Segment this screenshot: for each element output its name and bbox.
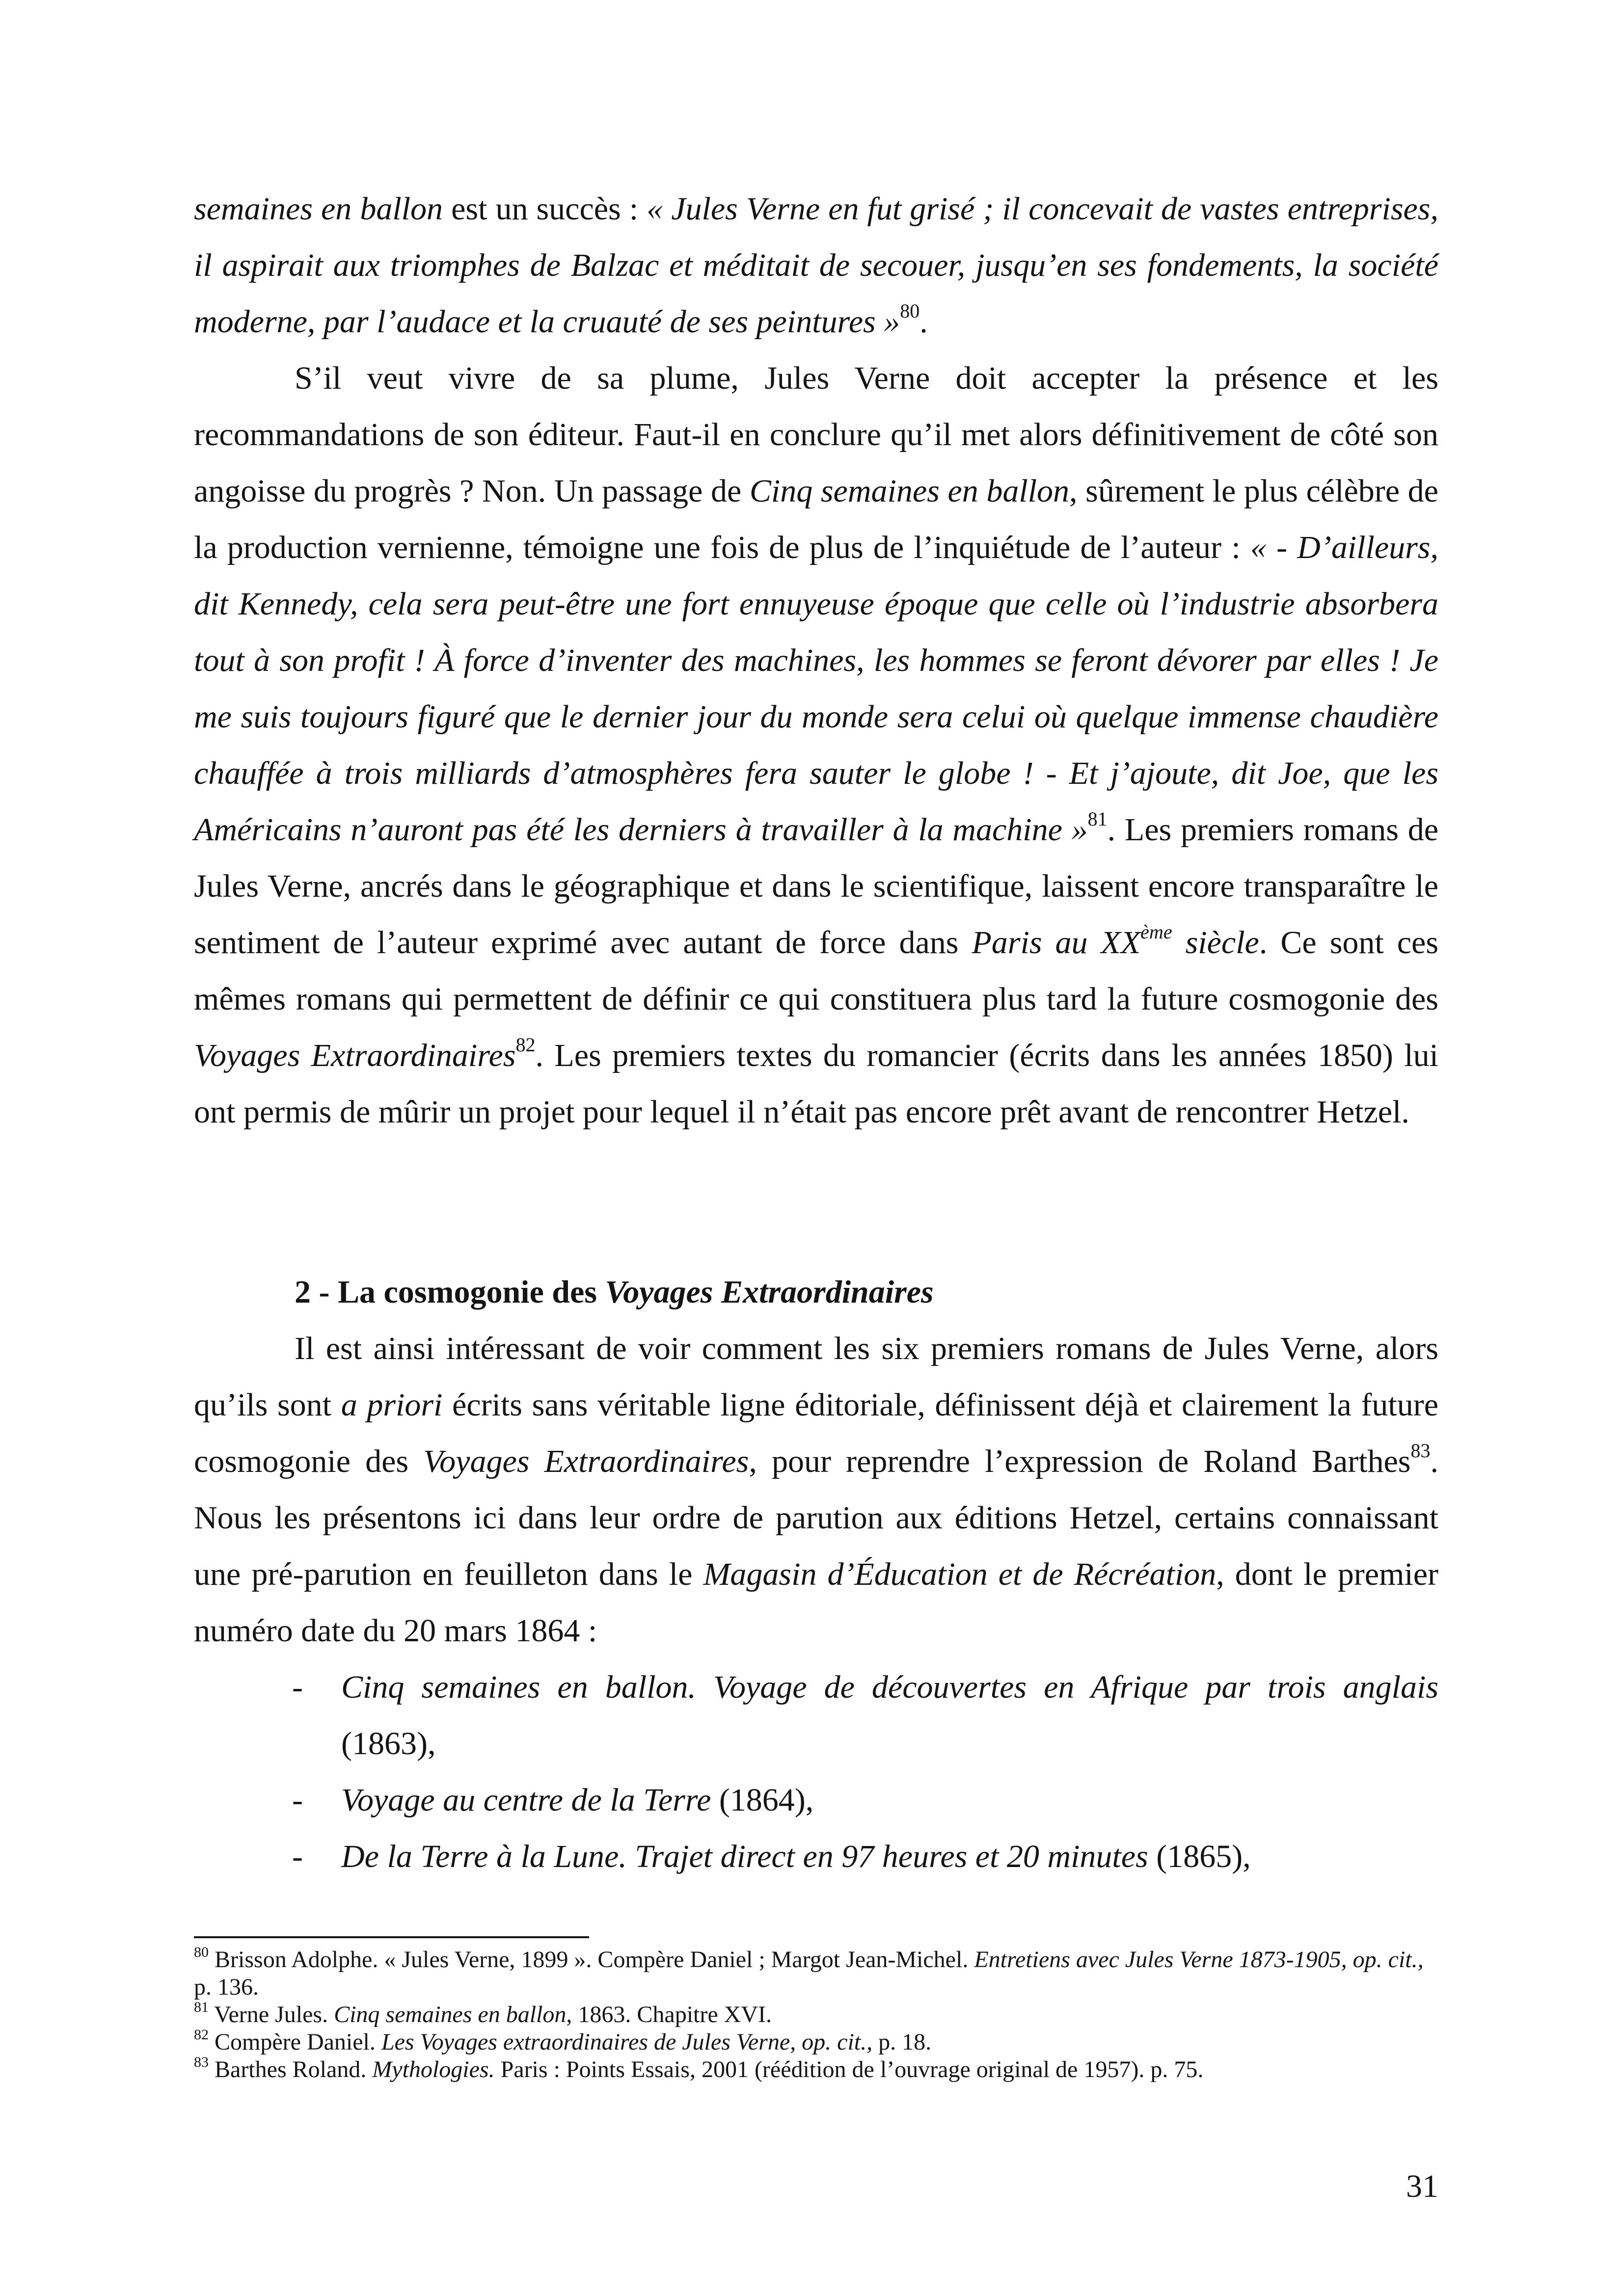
text-run: Paris : Points Essais, 2001 (réédition de l’ouvrage original de 1957). p. 75. <box>494 2056 1204 2082</box>
list-dash: - <box>292 1782 303 1818</box>
text-run: . Les premiers romans de Jules Verne, ancrés dans le géographique et dans le scientifique, laissent encore transparaître le sentiment de l’auteur exprimé avec autant de force dans <box>194 812 1438 961</box>
body-text-top <box>194 181 1438 1140</box>
italic-text: Entretiens avec Jules Verne 1873-1905, op. cit., <box>974 1947 1424 1973</box>
list-item-text <box>341 1839 1251 1874</box>
paragraph-2 <box>194 350 1438 1140</box>
italic-text: Cinq semaines en ballon <box>334 2002 567 2028</box>
text-run: . Ce sont ces mêmes romans qui permettent de définir ce qui constituera plus tard la future cosmogonie des <box>194 925 1438 1017</box>
section-heading <box>194 1264 1438 1320</box>
footnote-ref: 81 <box>194 1999 209 2015</box>
footnote-ref: 83 <box>1410 1440 1431 1462</box>
footnote-ref: 82 <box>194 2027 209 2043</box>
paragraph-3 <box>194 1320 1438 1659</box>
text-run: Compère Daniel. <box>209 2029 381 2055</box>
footnote-ref: ème <box>1140 921 1172 943</box>
footnote-divider <box>194 1936 589 1938</box>
footnote-82 <box>194 2029 1438 2056</box>
italic-text: siècle <box>1172 925 1259 961</box>
italic-text: Paris au XX <box>972 925 1141 961</box>
text-run: . Les premiers textes du romancier (écrits dans les années 1850) lui ont permis de mûrir un projet pour lequel il n’était pas encore prêt avant de rencontrer Hetzel. <box>194 1038 1438 1130</box>
text-run: S’il veut vivre de sa plume, Jules Verne doit accepter la présence et les recommandations de son éditeur. Faut-il en conclure qu’il met alors définitivement de côté son angoisse du progrès ? Non. Un passage de <box>194 360 1438 509</box>
list-item-text <box>341 1669 1438 1762</box>
italic-text: De la Terre à la Lune. Trajet direct en 97 heures et 20 minutes <box>341 1839 1148 1874</box>
text-run: est un succès : <box>443 191 647 227</box>
footnote-81 <box>194 2001 1438 2029</box>
list-item <box>194 1828 1438 1885</box>
italic-text: « Jules Verne en fut grisé ; il concevait de vastes entreprises, il aspirait aux triomphes de Balzac et méditait de secouer, jusqu’en ses fondements, la société moderne, par l’audace et la cruauté de ses peintures » <box>194 191 1438 340</box>
footnote-ref: 80 <box>194 1944 209 1960</box>
footnotes <box>194 1946 1438 2083</box>
text-run: , pour reprendre l’expression de Roland Barthes <box>749 1443 1411 1479</box>
paragraph-1 <box>194 181 1438 350</box>
list-item <box>194 1772 1438 1828</box>
footnote-83 <box>194 2056 1438 2083</box>
text-run: (1864), <box>711 1782 814 1818</box>
text-run: écrits sans véritable ligne éditoriale, définissent déjà et clairement la future cosmogonie des <box>194 1387 1439 1479</box>
footnote-80 <box>194 1946 1438 2001</box>
book-list <box>194 1659 1438 1885</box>
text-run: Verne Jules. <box>209 2002 334 2028</box>
italic-text: « - D’ailleurs, dit Kennedy, cela sera peut-être une fort ennuyeuse époque que celle où l’industrie absorbera tout à son profit ! À force d’inventer des machines, les hommes se feront dévorer par elles ! Je me suis toujours figuré que le dernier jour du monde sera celui où quelque immense chaudière chauffée à trois milliards d’atmosphères fera sauter le globe ! - Et j’ajoute, dit Joe, que les Américains n’auront pas été les derniers à travailler à la machine » <box>194 530 1438 848</box>
text-run: p. 136. <box>194 1974 259 2000</box>
text-run: (1863), <box>341 1726 436 1762</box>
list-dash: - <box>292 1839 303 1874</box>
text-run: , 1863. Chapitre XVI. <box>566 2002 772 2028</box>
italic-text: Les Voyages extraordinaires de Jules Verne, op. cit., <box>381 2029 873 2055</box>
italic-text: Magasin d’Éducation et de Récréation <box>703 1556 1217 1592</box>
text-run: , dont le premier numéro date du 20 mars 1864 : <box>194 1556 1439 1649</box>
section-heading-text: 2 - La cosmogonie des <box>295 1274 605 1310</box>
text-run: Barthes Roland. <box>209 2056 373 2082</box>
text-run: , sûrement le plus célèbre de la production vernienne, témoigne une fois de plus de l’inquiétude de l’auteur : <box>194 473 1438 565</box>
text-run: . Nous les présentons ici dans leur ordre de parution aux éditions Hetzel, certains connaissant une pré-parution en feuilleton dans le <box>194 1443 1438 1592</box>
list-item-text <box>341 1782 813 1818</box>
footnote-ref: 82 <box>515 1034 536 1056</box>
list-item <box>194 1659 1438 1772</box>
list-dash: - <box>292 1669 303 1705</box>
italic-text: Mythologies. <box>372 2056 495 2082</box>
footnote-ref: 81 <box>1087 808 1108 830</box>
body-text-section <box>194 1264 1438 1885</box>
section-heading-title: Voyages Extraordinaires <box>605 1274 934 1310</box>
footnote-ref: 83 <box>194 2054 209 2070</box>
text-run: . <box>920 304 928 340</box>
text-run: Il est ainsi intéressant de voir comment les six premiers romans de Jules Verne, alors qu’ils sont <box>194 1331 1438 1423</box>
italic-text: Cinq semaines en ballon <box>749 473 1070 509</box>
italic-text: Voyage au centre de la Terre <box>341 1782 711 1818</box>
page-number: 31 <box>1406 2168 1438 2204</box>
text-run: (1865), <box>1148 1839 1251 1874</box>
italic-text: semaines en ballon <box>194 191 443 227</box>
text-run: Brisson Adolphe. « Jules Verne, 1899 ». Compère Daniel ; Margot Jean-Michel. <box>209 1947 974 1973</box>
italic-text: a priori <box>341 1387 443 1423</box>
footnote-ref: 80 <box>900 300 920 322</box>
italic-text: Voyages Extraordinaires <box>423 1443 749 1479</box>
italic-text: Voyages Extraordinaires <box>194 1038 516 1073</box>
italic-text: Cinq semaines en ballon. Voyage de découvertes en Afrique par trois anglais <box>341 1669 1438 1705</box>
text-run: p. 18. <box>872 2029 932 2055</box>
